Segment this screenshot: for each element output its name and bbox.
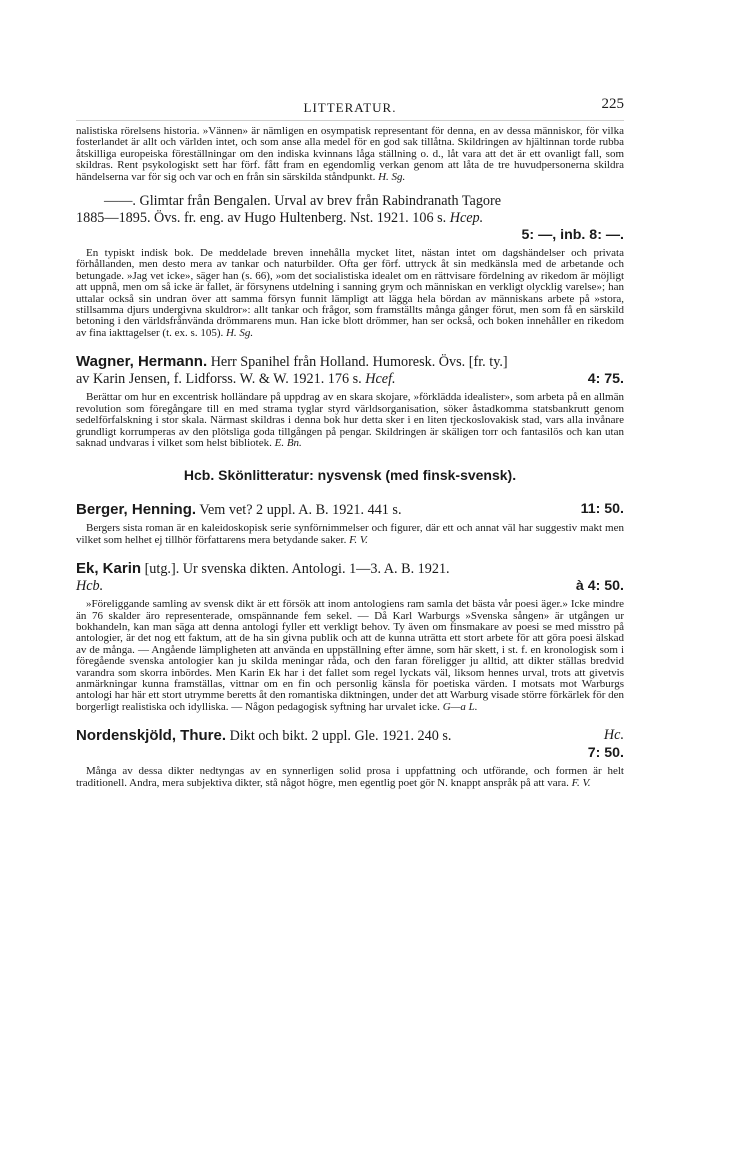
entry-author: Berger, Henning. (76, 501, 197, 519)
text-column (76, 126, 624, 789)
entry-author: Ek, Karin (76, 560, 142, 578)
reviewer-signature: G—a L. (442, 700, 478, 713)
header-rule (76, 120, 624, 121)
entry-heading (76, 353, 624, 371)
entry-heading (76, 727, 624, 745)
entry-title-line1: Glimtar från Bengalen. Urval av brev från Rabindranath Tagore (139, 193, 502, 210)
entry-review: Bergers sista roman är en kaleidoskopisk serie synförnimmelser och figurer, där ett och annat väl har suggestiv makt men vilket som helhet ej tillhör författarens mera betydande saker. F. V. (76, 522, 624, 546)
entry-title-line1: Dikt och bikt. 2 uppl. Gle. 1921. 240 s. (229, 728, 452, 745)
entry-price: à 4: 50. (575, 578, 624, 595)
entry-ek (76, 560, 624, 713)
entry-review: »Föreliggande samling av svensk dikt är ett försök att inom antologiens ram samla det bästa vår poesi äger.» Icke mindre än 76 skalder äro representerade, omspännande fem sekel. — Då Karl Warburgs »Svenska sången» är utgången ur bokhandeln, kan man säga att denna antologi fyller ett verkligt behov. Ty även om finsmakare av poesi se med misstro på antologier, är det nog ett faktum, att de ha sin givna publik och att de kunna uträtta ett stort arbete för att göra poesi älskad av de många. — Angående lämpligheten att använda en uppställning efter ämne, som här skett, i st. f. en kronologisk som i föregående svenska antologier kan ju skilda meningar råda, och den faran föreligger ju alltid, att dikter ställas bredvid varandra som skorra inbördes. Men Karin Ek har i det fallet som regel lyckats väl, liksom hennes urval, trots att givetvis anmärkningar kunna framställas, vittnar om en fin och personlig känsla för poetiska värden. I motsats mot Warburgs antologi har här ett stort utrymme beretts åt den romantiska diktningen, under det att Warburg visade större förkärlek för den borgerligt realistiska och idylliska. — Någon pedagogisk syftning har urvalet icke. G—a L. (76, 598, 624, 713)
entry-price: 5: —, inb. 8: —. (521, 227, 624, 244)
entry-heading-line2 (76, 578, 624, 595)
class-code: Hcef. (365, 371, 396, 388)
reviewer-signature: H. Sg. (225, 326, 254, 339)
entry-price: 7: 50. (587, 745, 624, 762)
class-code: Hcep. (449, 210, 484, 227)
entry-title-line1: [utg.]. Ur svenska dikten. Antologi. 1—3. A. B. 1921. (144, 561, 450, 578)
entry-nordenskjold (76, 727, 624, 789)
entry-heading (76, 560, 624, 578)
entry-review: Berättar om hur en excentrisk holländare på uppdrag av en skara skojare, »förklädda idealister», som arbeta på en allmän revolution som föregångare till en med strama tyglar styrd världsorganisation, söker åstadkomma statsbankrutt genom sedelförfalskning i stor skala. Närmast skildras i denna bok hur detta sker i en liten tjeckoslovakisk stad, vars alla invånare grundligt korrumperas av den plötsliga goda tillgången på pengar. Skildringen är skäligen torr och fantasilös och kan utan saknad undvaras i vilket som helst bibliotek. E. Bn. (76, 391, 624, 449)
entry-tagore (76, 193, 624, 339)
reviewer-signature: F. V. (349, 533, 368, 546)
page-number: 225 (601, 96, 624, 112)
page-header (76, 96, 624, 122)
entry-heading-line2: 1885—1895. Övs. fr. eng. av Hugo Hultenberg. Nst. 1921. 106 s. Hcep. (76, 210, 484, 227)
entry-heading (76, 193, 624, 210)
entry-price: 11: 50. (580, 501, 624, 518)
entry-heading (76, 501, 624, 519)
reviewer-signature: E. Bn. (274, 436, 302, 449)
entry-author: Nordenskjöld, Thure. (76, 727, 227, 745)
running-title: LITTERATUR. (303, 100, 397, 115)
entry-review: Många av dessa dikter nedtyngas av en synnerligen solid prosa i uppfattning och utförande, och formen är helt traditionell. Andra, mera subjektiva dikter, stå något högre, men egentlig poet gör N. knappt anspråk på att vara. F. V. (76, 765, 624, 789)
entry-wagner (76, 353, 624, 449)
entry-author: Wagner, Hermann. (76, 353, 208, 371)
entry-heading-line2: av Karin Jensen, f. Lidforss. W. & W. 1921. 176 s. Hcef. 4: 75. (76, 371, 624, 388)
class-code: Hc. (603, 727, 624, 744)
entry-berger (76, 501, 624, 546)
entry-title-line1: Vem vet? 2 uppl. A. B. 1921. 441 s. (199, 502, 402, 519)
section-heading: Hcb. Skönlitteratur: nysvensk (med finsk-svensk). (183, 467, 517, 484)
entry-review: En typiskt indisk bok. De meddelade breven innehålla mycket litet, nästan intet om dagshändelser och privata förhållanden, men desto mera av tankar och naturbilder. Ofta ger förf. uttryck åt sin medkänsla med de arbetande och betungade. »Jag vet icke», säger han (s. 66), »om det socialistiska idealet om en rättvisare fördelning av rikedom är möjligt att uppnå, men om så icke är fallet, är försynens utdelning i sanning grym och människan en verkligt olycklig varelse»; han uttalar också sin undran över att samma försyn funnit lämpligt att lägga hela bördan av människans arbete på »stora, stillsamma djurs undergivna skuldror»: allt tankar och frågor, som framställts många gånger förut, men som få en särskild betoning i den världsfrånvända drömmarens mun. Han icke blott drömmer, han ser också, och boken innehåller en rikedom av fina iakttagelser (t. ex. s. 105). H. Sg. (76, 247, 624, 339)
reviewer-signature: H. Sg. (378, 170, 406, 183)
entry-author: ——. (104, 193, 136, 210)
entry-title-line1: Herr Spanihel från Holland. Humoresk. Övs. [fr. ty.] (210, 354, 508, 371)
class-code: Hcb. (76, 578, 104, 595)
reviewer-signature: F. V. (571, 776, 591, 789)
entry-price: 4: 75. (587, 371, 624, 388)
intro-paragraph: nalistiska rörelsens historia. »Vännen» är nämligen en osympatisk representant för denna, en av dessa människor, för vilka fosterlandet är allt och världen intet, och som anse alla medel för en god sak tillåtna. Skildringen av hjältinnan torde rubba åtskilliga europeiska föreställningar om den indiska kvinnans låga ställning o. d., låt vara att det är ett ovanligt fall, som skildras. Rent psykologiskt sett har förf. fått fram en egendomlig verkan genom att låta de tre huvudpersonerna skildra händelserna var för sig och var och en från sin särskilda ståndpunkt. H. Sg. (76, 125, 624, 183)
entry-price-line (76, 745, 624, 762)
